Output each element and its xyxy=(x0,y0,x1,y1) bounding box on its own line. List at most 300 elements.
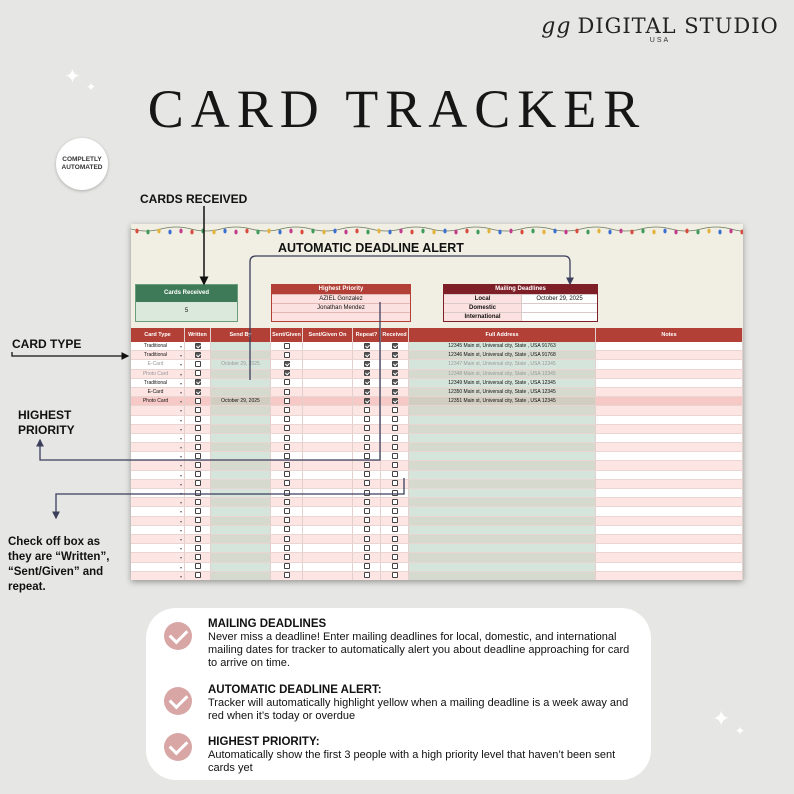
sent-cell[interactable] xyxy=(271,452,303,460)
sent-on-cell[interactable] xyxy=(303,388,353,396)
sent-cell[interactable] xyxy=(271,517,303,525)
checkbox[interactable] xyxy=(392,425,398,431)
repeat-cell[interactable] xyxy=(353,434,381,442)
checkbox[interactable] xyxy=(392,572,398,578)
checkbox[interactable] xyxy=(284,526,290,532)
checkbox[interactable] xyxy=(392,379,398,385)
sent-on-cell[interactable] xyxy=(303,416,353,424)
notes-cell[interactable] xyxy=(596,553,743,561)
received-cell[interactable] xyxy=(381,360,409,368)
repeat-cell[interactable] xyxy=(353,572,381,580)
notes-cell[interactable] xyxy=(596,416,743,424)
dropdown-arrow-icon[interactable]: ▾ xyxy=(179,344,182,349)
card-type-cell[interactable] xyxy=(131,517,185,525)
dropdown-arrow-icon[interactable]: ▾ xyxy=(179,353,182,359)
sent-cell[interactable] xyxy=(271,461,303,469)
card-type-cell[interactable] xyxy=(131,572,185,580)
sent-cell[interactable] xyxy=(271,434,303,442)
repeat-cell[interactable] xyxy=(353,526,381,534)
written-cell[interactable] xyxy=(185,406,211,414)
repeat-cell[interactable] xyxy=(353,498,381,506)
repeat-cell[interactable] xyxy=(353,342,381,350)
send-by-cell[interactable] xyxy=(211,489,271,497)
card-type-cell[interactable] xyxy=(131,498,185,506)
checkbox[interactable] xyxy=(392,435,398,441)
sent-on-cell[interactable] xyxy=(303,370,353,378)
checkbox[interactable] xyxy=(364,545,370,551)
checkbox[interactable] xyxy=(284,572,290,578)
sent-cell[interactable] xyxy=(271,360,303,368)
dropdown-arrow-icon[interactable]: ▾ xyxy=(179,380,182,386)
sent-cell[interactable] xyxy=(271,563,303,571)
card-type-cell[interactable] xyxy=(131,425,185,433)
checkbox[interactable] xyxy=(364,352,370,358)
address-cell[interactable] xyxy=(409,434,596,442)
notes-cell[interactable] xyxy=(596,526,743,534)
checkbox[interactable] xyxy=(195,471,201,477)
checkbox[interactable] xyxy=(364,526,370,532)
repeat-cell[interactable] xyxy=(353,544,381,552)
sent-cell[interactable] xyxy=(271,425,303,433)
notes-cell[interactable] xyxy=(596,379,743,387)
checkbox[interactable] xyxy=(364,444,370,450)
dropdown-arrow-icon[interactable]: ▾ xyxy=(179,371,182,377)
received-cell[interactable] xyxy=(381,526,409,534)
written-cell[interactable] xyxy=(185,379,211,387)
checkbox[interactable] xyxy=(195,453,201,459)
written-cell[interactable] xyxy=(185,489,211,497)
dropdown-arrow-icon[interactable]: ▾ xyxy=(179,536,182,542)
checkbox[interactable] xyxy=(392,361,398,367)
checkbox[interactable] xyxy=(392,471,398,477)
checkbox[interactable] xyxy=(364,361,370,367)
sent-cell[interactable] xyxy=(271,416,303,424)
dropdown-arrow-icon[interactable]: ▾ xyxy=(179,472,182,478)
checkbox[interactable] xyxy=(284,361,290,367)
dropdown-arrow-icon[interactable]: ▾ xyxy=(179,426,182,432)
dropdown-arrow-icon[interactable]: ▾ xyxy=(179,527,182,533)
send-by-cell[interactable] xyxy=(211,351,271,359)
send-by-cell[interactable] xyxy=(211,425,271,433)
sent-on-cell[interactable] xyxy=(303,498,353,506)
checkbox[interactable] xyxy=(392,462,398,468)
checkbox[interactable] xyxy=(195,462,201,468)
card-type-cell[interactable]: Traditional ▾ xyxy=(131,351,185,359)
checkbox[interactable] xyxy=(195,416,201,422)
sent-on-cell[interactable] xyxy=(303,507,353,515)
received-cell[interactable] xyxy=(381,443,409,451)
sent-on-cell[interactable] xyxy=(303,360,353,368)
sent-cell[interactable] xyxy=(271,388,303,396)
checkbox[interactable] xyxy=(364,379,370,385)
address-cell[interactable]: 12350 Main st, Universal city, State , USA 12345 xyxy=(409,388,596,396)
checkbox[interactable] xyxy=(364,343,370,349)
card-type-cell[interactable] xyxy=(131,416,185,424)
address-cell[interactable]: 12348 Main st, Universal city, State , USA 12345 xyxy=(409,370,596,378)
checkbox[interactable] xyxy=(195,508,201,514)
sent-on-cell[interactable] xyxy=(303,342,353,350)
checkbox[interactable] xyxy=(284,398,290,404)
checkbox[interactable] xyxy=(364,407,370,413)
card-type-cell[interactable]: E-Card ▾ xyxy=(131,360,185,368)
deadline-value[interactable]: October 29, 2025 xyxy=(536,296,583,302)
card-type-cell[interactable]: Photo Card ▾ xyxy=(131,397,185,405)
received-cell[interactable] xyxy=(381,480,409,488)
written-cell[interactable] xyxy=(185,388,211,396)
checkbox[interactable] xyxy=(284,508,290,514)
checkbox[interactable] xyxy=(195,554,201,560)
checkbox[interactable] xyxy=(364,398,370,404)
sent-on-cell[interactable] xyxy=(303,517,353,525)
sent-cell[interactable] xyxy=(271,544,303,552)
checkbox[interactable] xyxy=(284,517,290,523)
dropdown-arrow-icon[interactable]: ▾ xyxy=(179,573,182,579)
address-cell[interactable] xyxy=(409,443,596,451)
written-cell[interactable] xyxy=(185,471,211,479)
received-cell[interactable] xyxy=(381,489,409,497)
card-type-cell[interactable] xyxy=(131,480,185,488)
send-by-cell[interactable] xyxy=(211,507,271,515)
address-cell[interactable] xyxy=(409,517,596,525)
written-cell[interactable] xyxy=(185,517,211,525)
address-cell[interactable] xyxy=(409,544,596,552)
address-cell[interactable] xyxy=(409,507,596,515)
checkbox[interactable] xyxy=(364,572,370,578)
send-by-cell[interactable] xyxy=(211,388,271,396)
checkbox[interactable] xyxy=(195,370,201,376)
written-cell[interactable] xyxy=(185,572,211,580)
sent-on-cell[interactable] xyxy=(303,553,353,561)
notes-cell[interactable] xyxy=(596,443,743,451)
send-by-cell[interactable] xyxy=(211,406,271,414)
checkbox[interactable] xyxy=(284,407,290,413)
received-cell[interactable] xyxy=(381,434,409,442)
written-cell[interactable] xyxy=(185,563,211,571)
received-cell[interactable] xyxy=(381,397,409,405)
written-cell[interactable] xyxy=(185,342,211,350)
card-type-cell[interactable]: E-Card ▾ xyxy=(131,388,185,396)
checkbox[interactable] xyxy=(392,480,398,486)
address-cell[interactable] xyxy=(409,572,596,580)
received-cell[interactable] xyxy=(381,535,409,543)
sent-on-cell[interactable] xyxy=(303,461,353,469)
dropdown-arrow-icon[interactable]: ▾ xyxy=(179,555,182,561)
sent-on-cell[interactable] xyxy=(303,443,353,451)
checkbox[interactable] xyxy=(195,563,201,569)
address-cell[interactable] xyxy=(409,425,596,433)
send-by-cell[interactable] xyxy=(211,553,271,561)
checkbox[interactable] xyxy=(284,462,290,468)
sent-on-cell[interactable] xyxy=(303,572,353,580)
notes-cell[interactable] xyxy=(596,480,743,488)
checkbox[interactable] xyxy=(284,389,290,395)
dropdown-arrow-icon[interactable]: ▾ xyxy=(179,417,182,423)
address-cell[interactable] xyxy=(409,489,596,497)
received-cell[interactable] xyxy=(381,351,409,359)
checkbox[interactable] xyxy=(364,471,370,477)
address-cell[interactable] xyxy=(409,461,596,469)
repeat-cell[interactable] xyxy=(353,379,381,387)
send-by-cell[interactable] xyxy=(211,471,271,479)
written-cell[interactable] xyxy=(185,452,211,460)
send-by-cell[interactable] xyxy=(211,572,271,580)
address-cell[interactable]: 12346 Main st, Universal city, State , USA 91768 xyxy=(409,351,596,359)
checkbox[interactable] xyxy=(392,453,398,459)
notes-cell[interactable] xyxy=(596,507,743,515)
checkbox[interactable] xyxy=(364,416,370,422)
repeat-cell[interactable] xyxy=(353,425,381,433)
send-by-cell[interactable] xyxy=(211,443,271,451)
written-cell[interactable] xyxy=(185,480,211,488)
notes-cell[interactable] xyxy=(596,535,743,543)
send-by-cell[interactable] xyxy=(211,370,271,378)
checkbox[interactable] xyxy=(392,398,398,404)
written-cell[interactable] xyxy=(185,461,211,469)
address-cell[interactable] xyxy=(409,471,596,479)
written-cell[interactable] xyxy=(185,416,211,424)
checkbox[interactable] xyxy=(195,517,201,523)
received-cell[interactable] xyxy=(381,471,409,479)
dropdown-arrow-icon[interactable]: ▾ xyxy=(179,546,182,552)
send-by-cell[interactable] xyxy=(211,434,271,442)
card-type-cell[interactable] xyxy=(131,452,185,460)
repeat-cell[interactable] xyxy=(353,388,381,396)
repeat-cell[interactable] xyxy=(353,443,381,451)
written-cell[interactable] xyxy=(185,397,211,405)
notes-cell[interactable] xyxy=(596,351,743,359)
notes-cell[interactable] xyxy=(596,370,743,378)
card-type-cell[interactable] xyxy=(131,553,185,561)
sent-on-cell[interactable] xyxy=(303,397,353,405)
send-by-cell[interactable] xyxy=(211,480,271,488)
checkbox[interactable] xyxy=(284,563,290,569)
checkbox[interactable] xyxy=(195,379,201,385)
notes-cell[interactable] xyxy=(596,563,743,571)
checkbox[interactable] xyxy=(195,526,201,532)
dropdown-arrow-icon[interactable]: ▾ xyxy=(179,435,182,441)
repeat-cell[interactable] xyxy=(353,351,381,359)
notes-cell[interactable] xyxy=(596,425,743,433)
notes-cell[interactable] xyxy=(596,489,743,497)
card-type-cell[interactable]: Traditional ▾ xyxy=(131,342,185,350)
sent-on-cell[interactable] xyxy=(303,544,353,552)
card-type-cell[interactable] xyxy=(131,489,185,497)
repeat-cell[interactable] xyxy=(353,480,381,488)
received-cell[interactable] xyxy=(381,563,409,571)
checkbox[interactable] xyxy=(195,398,201,404)
checkbox[interactable] xyxy=(392,407,398,413)
card-type-cell[interactable] xyxy=(131,471,185,479)
sent-cell[interactable] xyxy=(271,406,303,414)
sent-cell[interactable] xyxy=(271,342,303,350)
checkbox[interactable] xyxy=(284,444,290,450)
received-cell[interactable] xyxy=(381,370,409,378)
dropdown-arrow-icon[interactable]: ▾ xyxy=(179,389,182,395)
card-type-cell[interactable] xyxy=(131,461,185,469)
checkbox[interactable] xyxy=(364,370,370,376)
send-by-cell[interactable] xyxy=(211,526,271,534)
address-cell[interactable]: 12351 Main st, Universal city, State , USA 12345 xyxy=(409,397,596,405)
notes-cell[interactable] xyxy=(596,406,743,414)
written-cell[interactable] xyxy=(185,544,211,552)
notes-cell[interactable] xyxy=(596,360,743,368)
address-cell[interactable] xyxy=(409,526,596,534)
checkbox[interactable] xyxy=(284,554,290,560)
dropdown-arrow-icon[interactable]: ▾ xyxy=(179,481,182,487)
received-cell[interactable] xyxy=(381,544,409,552)
sent-on-cell[interactable] xyxy=(303,526,353,534)
sent-on-cell[interactable] xyxy=(303,406,353,414)
written-cell[interactable] xyxy=(185,434,211,442)
notes-cell[interactable] xyxy=(596,544,743,552)
sent-on-cell[interactable] xyxy=(303,471,353,479)
send-by-cell[interactable] xyxy=(211,498,271,506)
sent-cell[interactable] xyxy=(271,471,303,479)
card-type-cell[interactable] xyxy=(131,563,185,571)
checkbox[interactable] xyxy=(195,389,201,395)
checkbox[interactable] xyxy=(195,490,201,496)
written-cell[interactable] xyxy=(185,425,211,433)
received-cell[interactable] xyxy=(381,553,409,561)
sent-on-cell[interactable] xyxy=(303,379,353,387)
repeat-cell[interactable] xyxy=(353,416,381,424)
notes-cell[interactable] xyxy=(596,388,743,396)
checkbox[interactable] xyxy=(392,343,398,349)
repeat-cell[interactable] xyxy=(353,507,381,515)
checkbox[interactable] xyxy=(195,536,201,542)
dropdown-arrow-icon[interactable]: ▾ xyxy=(179,491,182,496)
notes-cell[interactable] xyxy=(596,434,743,442)
checkbox[interactable] xyxy=(364,435,370,441)
send-by-cell[interactable]: October 29, 2025 xyxy=(211,360,271,368)
checkbox[interactable] xyxy=(195,407,201,413)
send-by-cell[interactable]: October 29, 2025 xyxy=(211,397,271,405)
repeat-cell[interactable] xyxy=(353,461,381,469)
checkbox[interactable] xyxy=(364,453,370,459)
card-type-cell[interactable] xyxy=(131,526,185,534)
written-cell[interactable] xyxy=(185,370,211,378)
card-type-cell[interactable]: Traditional ▾ xyxy=(131,379,185,387)
address-cell[interactable]: 12349 Main st, Universal city, State , USA 12345 xyxy=(409,379,596,387)
notes-cell[interactable] xyxy=(596,517,743,525)
checkbox[interactable] xyxy=(195,480,201,486)
received-cell[interactable] xyxy=(381,388,409,396)
deadline-value[interactable] xyxy=(522,313,597,321)
sent-on-cell[interactable] xyxy=(303,480,353,488)
checkbox[interactable] xyxy=(392,389,398,395)
sent-cell[interactable] xyxy=(271,480,303,488)
card-type-cell[interactable] xyxy=(131,406,185,414)
checkbox[interactable] xyxy=(364,462,370,468)
received-cell[interactable] xyxy=(381,416,409,424)
checkbox[interactable] xyxy=(392,526,398,532)
dropdown-arrow-icon[interactable]: ▾ xyxy=(179,362,182,368)
written-cell[interactable] xyxy=(185,526,211,534)
notes-cell[interactable] xyxy=(596,342,743,350)
checkbox[interactable] xyxy=(392,517,398,523)
card-type-cell[interactable]: Photo Card ▾ xyxy=(131,370,185,378)
received-cell[interactable] xyxy=(381,507,409,515)
dropdown-arrow-icon[interactable]: ▾ xyxy=(179,509,182,515)
written-cell[interactable] xyxy=(185,351,211,359)
checkbox[interactable] xyxy=(284,435,290,441)
checkbox[interactable] xyxy=(284,545,290,551)
checkbox[interactable] xyxy=(392,352,398,358)
dropdown-arrow-icon[interactable]: ▾ xyxy=(179,500,182,506)
checkbox[interactable] xyxy=(364,517,370,523)
address-cell[interactable] xyxy=(409,563,596,571)
sent-cell[interactable] xyxy=(271,507,303,515)
address-cell[interactable] xyxy=(409,452,596,460)
checkbox[interactable] xyxy=(284,499,290,505)
written-cell[interactable] xyxy=(185,553,211,561)
card-type-cell[interactable] xyxy=(131,507,185,515)
address-cell[interactable] xyxy=(409,553,596,561)
sent-on-cell[interactable] xyxy=(303,535,353,543)
send-by-cell[interactable] xyxy=(211,517,271,525)
send-by-cell[interactable] xyxy=(211,461,271,469)
dropdown-arrow-icon[interactable]: ▾ xyxy=(179,463,182,469)
checkbox[interactable] xyxy=(364,490,370,496)
sent-cell[interactable] xyxy=(271,379,303,387)
written-cell[interactable] xyxy=(185,498,211,506)
repeat-cell[interactable] xyxy=(353,471,381,479)
received-cell[interactable] xyxy=(381,406,409,414)
send-by-cell[interactable] xyxy=(211,452,271,460)
checkbox[interactable] xyxy=(364,425,370,431)
repeat-cell[interactable] xyxy=(353,535,381,543)
card-type-cell[interactable] xyxy=(131,544,185,552)
checkbox[interactable] xyxy=(392,444,398,450)
checkbox[interactable] xyxy=(195,343,201,349)
address-cell[interactable] xyxy=(409,498,596,506)
checkbox[interactable] xyxy=(195,361,201,367)
checkbox[interactable] xyxy=(195,572,201,578)
written-cell[interactable] xyxy=(185,507,211,515)
sent-on-cell[interactable] xyxy=(303,452,353,460)
checkbox[interactable] xyxy=(392,370,398,376)
checkbox[interactable] xyxy=(392,536,398,542)
written-cell[interactable] xyxy=(185,360,211,368)
received-cell[interactable] xyxy=(381,498,409,506)
sent-on-cell[interactable] xyxy=(303,489,353,497)
send-by-cell[interactable] xyxy=(211,535,271,543)
dropdown-arrow-icon[interactable]: ▾ xyxy=(179,408,182,414)
checkbox[interactable] xyxy=(364,389,370,395)
repeat-cell[interactable] xyxy=(353,489,381,497)
checkbox[interactable] xyxy=(284,416,290,422)
card-type-cell[interactable] xyxy=(131,443,185,451)
checkbox[interactable] xyxy=(284,490,290,496)
send-by-cell[interactable] xyxy=(211,416,271,424)
repeat-cell[interactable] xyxy=(353,563,381,571)
received-cell[interactable] xyxy=(381,461,409,469)
checkbox[interactable] xyxy=(364,508,370,514)
sent-cell[interactable] xyxy=(271,526,303,534)
card-type-cell[interactable] xyxy=(131,434,185,442)
send-by-cell[interactable] xyxy=(211,544,271,552)
address-cell[interactable] xyxy=(409,406,596,414)
checkbox[interactable] xyxy=(284,352,290,358)
send-by-cell[interactable] xyxy=(211,379,271,387)
dropdown-arrow-icon[interactable]: ▾ xyxy=(179,564,182,570)
notes-cell[interactable] xyxy=(596,572,743,580)
checkbox[interactable] xyxy=(284,343,290,349)
notes-cell[interactable] xyxy=(596,452,743,460)
sent-cell[interactable] xyxy=(271,553,303,561)
received-cell[interactable] xyxy=(381,517,409,525)
received-cell[interactable] xyxy=(381,425,409,433)
